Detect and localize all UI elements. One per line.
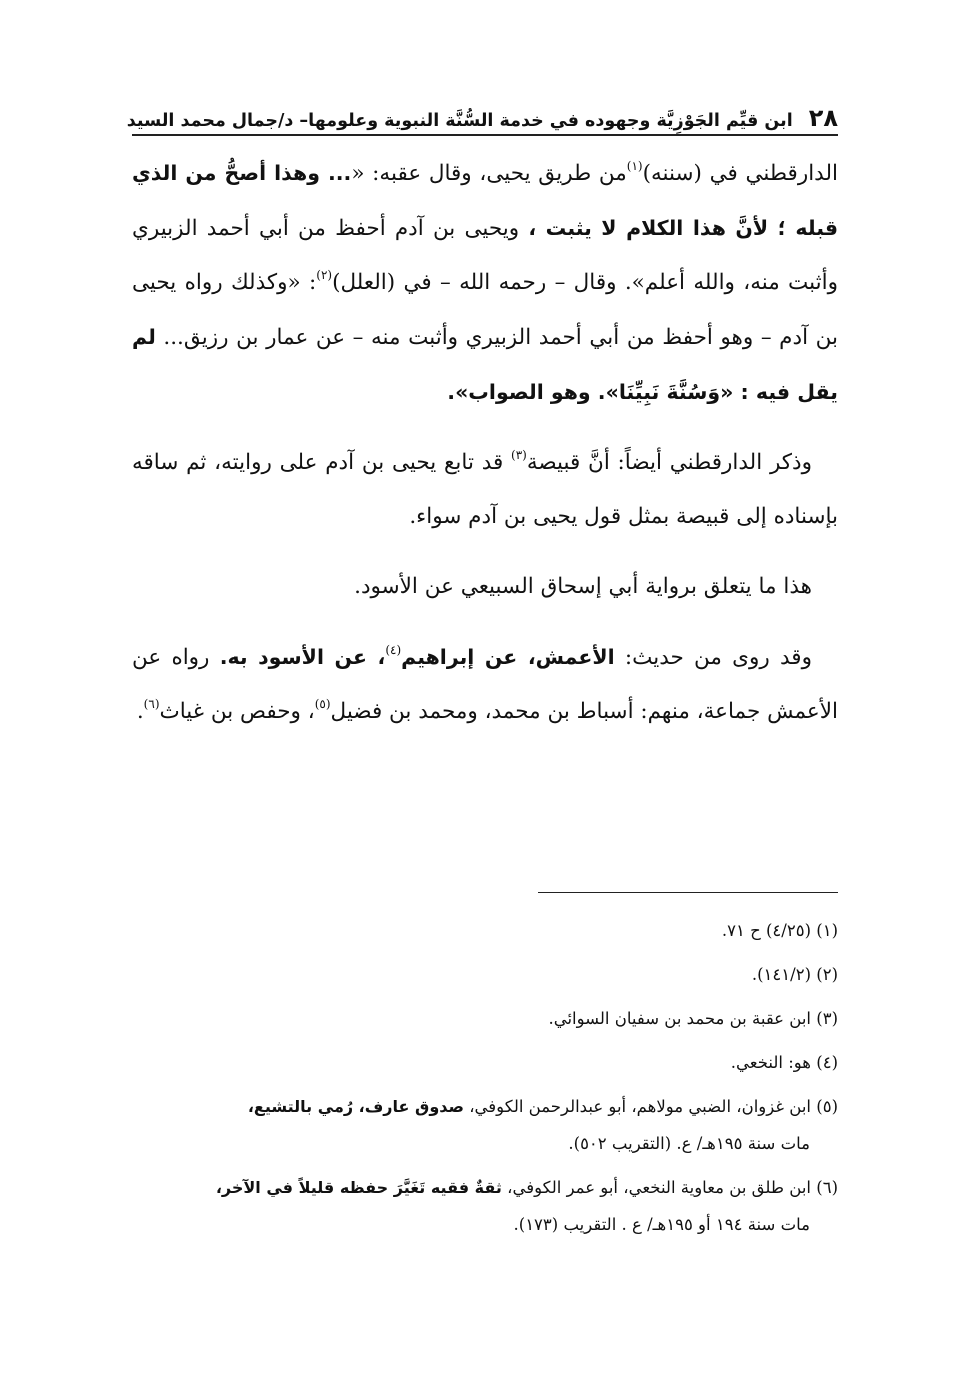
footnote-continuation: مات سنة ١٩٥هـ/ ع. (التقريب ٥٠٢). (568, 1134, 810, 1153)
footnote-ref-3: (٣) (511, 447, 527, 462)
footnote-bold-text: ثقةٌ فقيه تَغَيَّرَ حفظه قليلاً في الآخر، (215, 1178, 502, 1197)
text-run: رواه عن الأعمش جماعة، منهم: أسباط بن محمد، ومحمد بن فضيل (132, 645, 838, 724)
footnotes (120, 912, 838, 1250)
text-run: ويحيى بن آدم أحفظ من أبي أحمد الزبيري وأثبت منه، والله أعلم». وقال – رحمه الله – في (العلل) (132, 216, 838, 295)
footnote-bold-text: صدوق عارف، رُمي بالتشيع، (247, 1097, 464, 1116)
text-run: قد تابع يحيى بن آدم على روايته، ثم ساقه بإسناده إلى قبيصة بمثل قول يحيى بن آدم سواء. (132, 450, 838, 529)
bold-text: ، عن الأسود به. (219, 645, 386, 669)
footnote-ref-2: (٢) (316, 267, 333, 282)
footnote-4: (٤) هو: النخعي. (730, 1053, 838, 1072)
text-run: ، وحفص بن غياث (159, 699, 315, 724)
footnote-1: (١) (٤/٢٥) ح ٧١. (721, 921, 838, 940)
text-run: . (136, 699, 144, 724)
footnote-5 (120, 1088, 838, 1162)
footnote-continuation: مات سنة ١٩٤ أو ١٩٥هـ/ ع . التقريب (١٧٣). (513, 1215, 810, 1234)
paragraph-3 (132, 560, 838, 614)
bold-text: الأعمش، عن إبراهيم (401, 645, 615, 669)
running-title: ابن قيِّم الجَوْزِيَّة وجهوده في خدمة السُّنَّة النبوية وعلومها– د/جمال محمد السيد (126, 110, 793, 131)
page-number: ٢٨ (808, 104, 838, 132)
paragraph-4 (132, 630, 838, 739)
footnote-text: (٥) ابن غزوان، الضبي مولاهم، أبو عبدالرحمن الكوفي، (463, 1097, 838, 1116)
main-text (132, 146, 838, 739)
footnote-6 (120, 1169, 838, 1243)
footnote-3: (٣) ابن عقبة بن محمد بن سفيان السوائي. (548, 1009, 838, 1028)
bold-text: ... وهذا أصحُّ من الذي قبله ؛ لأنَّ هذا الكلام لا يثبت ، (132, 161, 838, 240)
text-run: من طريق يحيى، وقال عقبه: « (351, 161, 627, 186)
footnote-2: (٢) (١٤١/٢). (751, 965, 838, 984)
footnote-ref-1: (١) (626, 158, 643, 173)
text-run: الدارقطني في (سننه) (642, 161, 838, 186)
bold-text: لم يقل فيه : «وَسُنَّةَ نَبِيِّنَا». وهو الصواب». (132, 325, 838, 404)
footnote-ref-5: (٥) (314, 696, 331, 711)
text-run: وذكر الدارقطني أيضاً: أنَّ قبيصة (526, 450, 812, 475)
text-run: هذا ما يتعلق برواية أبي إسحاق السبيعي عن الأسود. (354, 574, 812, 599)
footnote-separator (538, 892, 838, 893)
paragraph-1 (132, 146, 838, 420)
footnote-text: (٦) ابن طلق بن معاوية النخعي، أبو عمر الكوفي، (501, 1178, 838, 1197)
text-run: وقد روى من حديث: (614, 645, 812, 670)
footnote-ref-6: (٦) (143, 696, 160, 711)
text-run: : «وكذلك رواه يحيى بن آدم – وهو أحفظ من أبي أحمد الزبيري وأثبت منه – عن عمار بن رزيق... (132, 270, 838, 350)
footnote-ref-4: (٤) (385, 642, 402, 657)
paragraph-2 (132, 436, 838, 544)
page-header (126, 92, 838, 136)
